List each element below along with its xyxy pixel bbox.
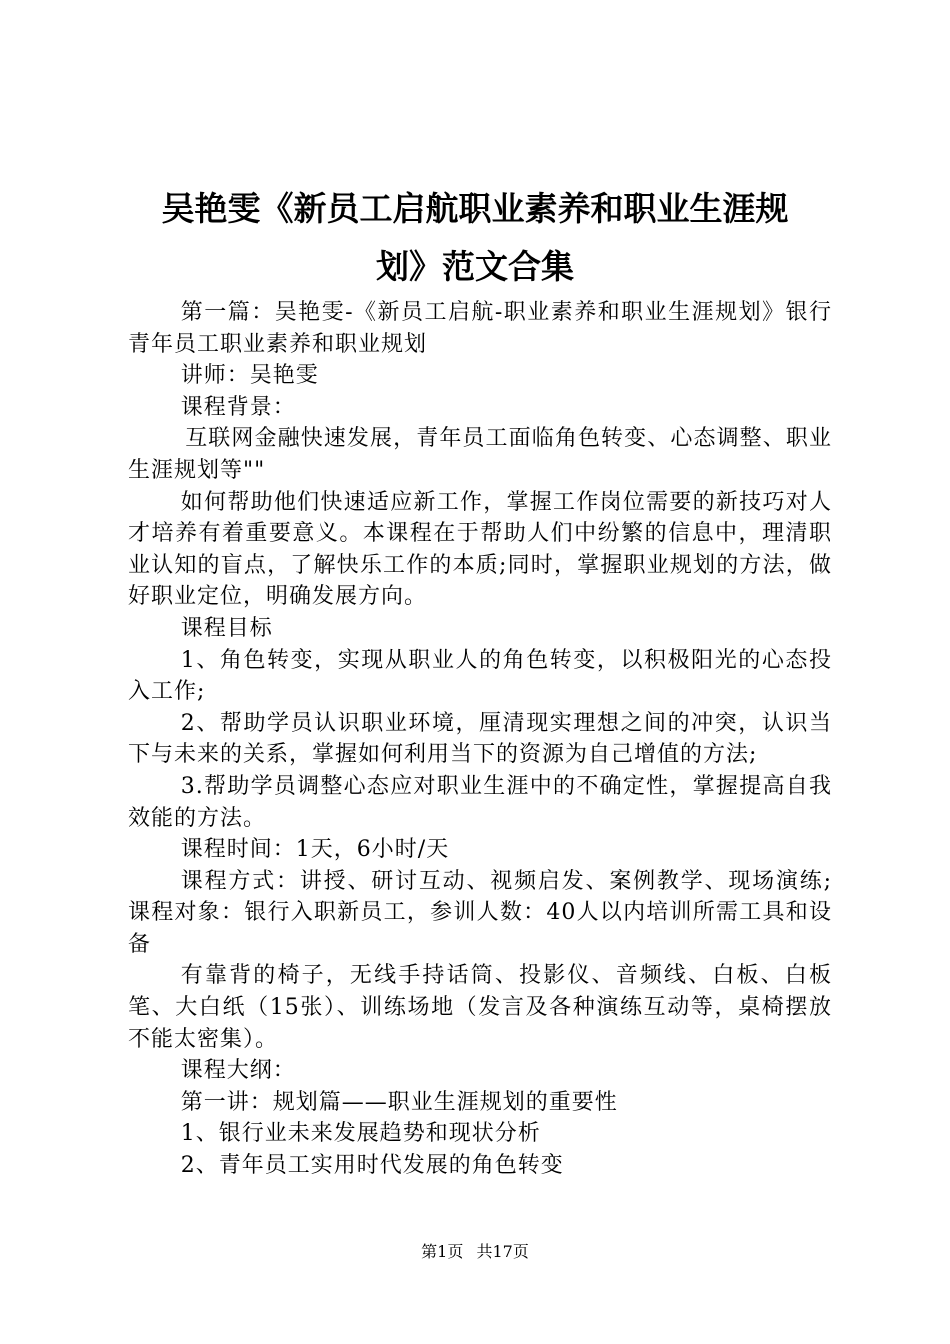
paragraph-background-detail: 如何帮助他们快速适应新工作，掌握工作岗位需要的新技巧对人才培养有着重要意义。本课程在于帮助人们中纷繁的信息中，理清职业认知的盲点，了解快乐工作的本质;同时，掌握职业规划的方法，做好职业定位，明确发展方向。 xyxy=(128,489,832,610)
paragraph-first-chapter-heading: 第一篇：吴艳雯-《新员工启航-职业素养和职业生涯规划》银行青年员工职业素养和职业规划 xyxy=(128,300,832,357)
paragraph-goal-1: 1、角色转变，实现从职业人的角色转变，以积极阳光的心态投入工作; xyxy=(128,647,832,705)
document-body xyxy=(128,297,832,1182)
paragraph-goal-2: 2、帮助学员认识职业环境，厘清现实理想之间的冲突，认识当下与未来的关系，掌握如何利用当下的资源为自己增值的方法; xyxy=(128,710,832,768)
paragraph-course-time: 课程时间：1天，6小时/天 xyxy=(180,837,450,863)
page-total: 共17页 xyxy=(476,1242,529,1261)
title-line-1: 吴艳雯《新员工启航职业素养和职业生涯规 xyxy=(161,189,789,228)
paragraph-lecturer: 讲师：吴艳雯 xyxy=(180,363,319,389)
paragraph-course-format: 课程方式：讲授、研讨互动、视频启发、案例教学、现场演练;课程对象：银行入职新员工，参训人数：40人以内培训所需工具和设备 xyxy=(128,868,832,957)
paragraph-outline-item-1: 1、银行业未来发展趋势和现状分析 xyxy=(180,1121,541,1147)
paragraph-outline-heading: 课程大纲： xyxy=(180,1058,296,1084)
paragraph-goal-3: 3.帮助学员调整心态应对职业生涯中的不确定性，掌握提高自我效能的方法。 xyxy=(128,773,832,831)
paragraph-background-intro: 互联网金融快速发展，青年员工面临角色转变、心态调整、职业生涯规划等"" xyxy=(128,426,832,483)
title-line-2: 划》范文合集 xyxy=(376,247,574,286)
paragraph-outline-item-2: 2、青年员工实用时代发展的角色转变 xyxy=(180,1153,564,1179)
paragraph-background-heading: 课程背景： xyxy=(180,394,296,420)
paragraph-equipment: 有靠背的椅子，无线手持话筒、投影仪、音频线、白板、白板笔、大白纸（15张）、训练场地（发言及各种演练互动等，桌椅摆放不能太密集）。 xyxy=(128,963,832,1052)
page-footer xyxy=(0,1242,950,1262)
paragraph-lecture-1: 第一讲：规划篇——职业生涯规划的重要性 xyxy=(180,1089,618,1115)
paragraph-goals-heading: 课程目标 xyxy=(180,615,273,641)
document-title xyxy=(100,180,850,296)
page-number: 第1页 xyxy=(421,1242,464,1261)
